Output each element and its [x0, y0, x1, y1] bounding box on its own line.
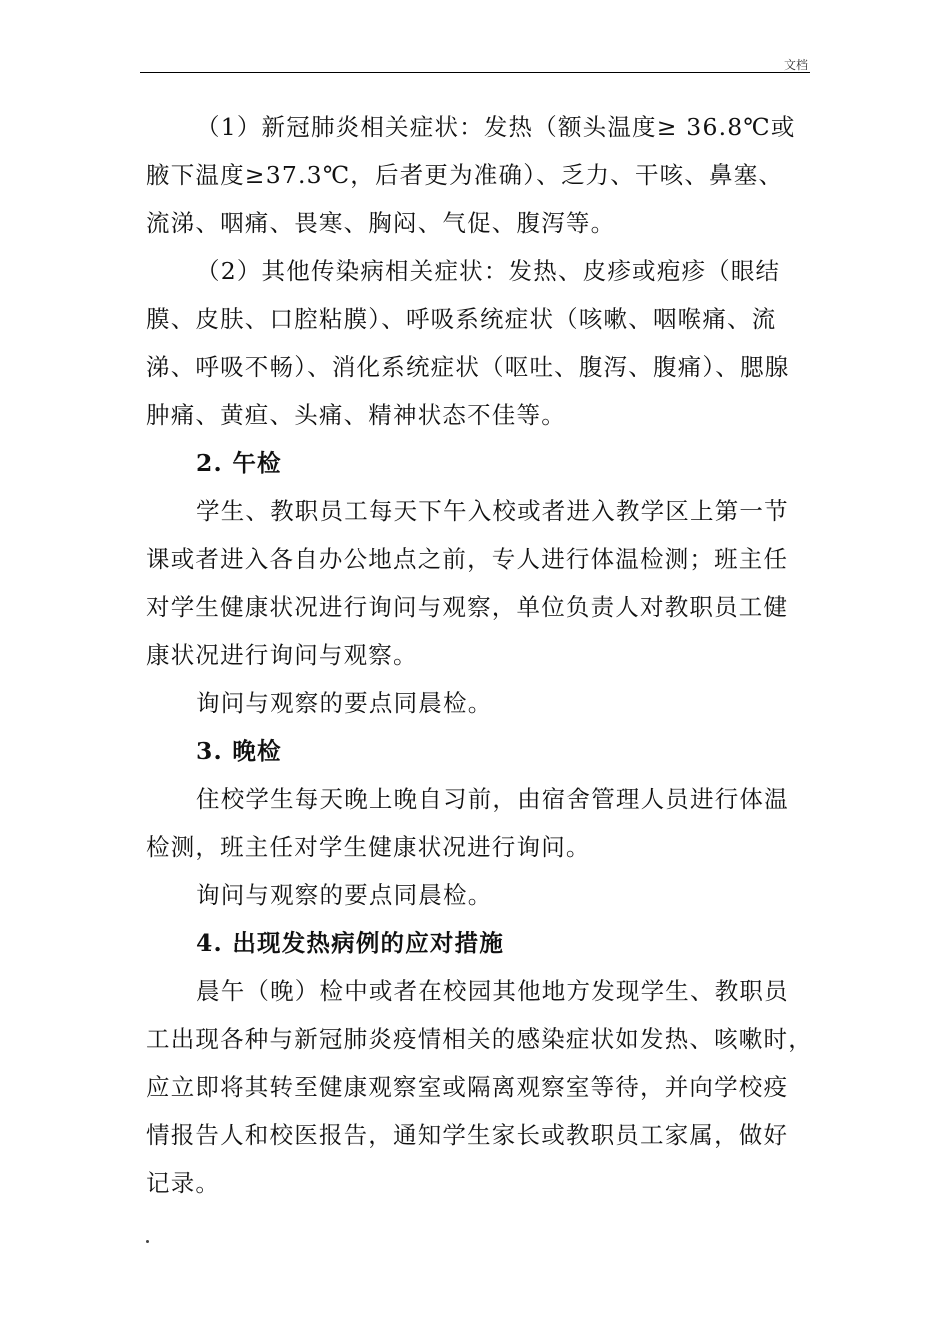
paragraph-line: 课或者进入各自办公地点之前，专人进行体温检测；班主任: [146, 545, 789, 573]
paragraph-line: 肿痛、黄疸、头痛、精神状态不佳等。: [146, 401, 566, 429]
document-body: [146, 103, 813, 1207]
paragraph-line: 检测，班主任对学生健康状况进行询问。: [146, 833, 591, 861]
paragraph-line: （2）其他传染病相关症状：发热、皮疹或疱疹（眼结: [196, 257, 781, 285]
paragraph-line: 学生、教职员工每天下午入校或者进入教学区上第一节: [196, 497, 789, 525]
section-heading: 4. 出现发热病例的应对措施: [196, 929, 505, 957]
paragraph-line: 记录。: [146, 1169, 221, 1197]
footer-mark: [146, 1240, 149, 1243]
paragraph-line: 询问与观察的要点同晨检。: [196, 689, 493, 717]
paragraph-line: 晨午（晚）检中或者在校园其他地方发现学生、教职员: [196, 977, 789, 1005]
paragraph-line: 膜、皮肤、口腔粘膜）、呼吸系统症状（咳嗽、咽喉痛、流: [146, 305, 777, 333]
section-heading: 3. 晚检: [196, 737, 282, 765]
paragraph-line: 询问与观察的要点同晨检。: [196, 881, 493, 909]
paragraph-line: （1）新冠肺炎相关症状：发热（额头温度≥ 36.8℃或: [196, 113, 796, 141]
paragraph-line: 腋下温度≥37.3℃，后者更为准确）、乏力、干咳、鼻塞、: [146, 161, 784, 189]
paragraph-line: 流涕、咽痛、畏寒、胸闷、气促、腹泻等。: [146, 209, 616, 237]
paragraph-line: 工出现各种与新冠肺炎疫情相关的感染症状如发热、咳嗽时，: [146, 1025, 813, 1053]
paragraph-line: 康状况进行询问与观察。: [146, 641, 418, 669]
paragraph-line: 涕、呼吸不畅）、消化系统症状（呕吐、腹泻、腹痛）、腮腺: [146, 353, 790, 381]
paragraph-line: 住校学生每天晚上晚自习前，由宿舍管理人员进行体温: [196, 785, 789, 813]
paragraph-line: 应立即将其转至健康观察室或隔离观察室等待，并向学校疫: [146, 1073, 789, 1101]
paragraph-line: 对学生健康状况进行询问与观察，单位负责人对教职员工健: [146, 593, 789, 621]
section-heading: 2. 午检: [196, 449, 282, 477]
header-divider: [140, 72, 810, 73]
paragraph-line: 情报告人和校医报告，通知学生家长或教职员工家属，做好: [146, 1121, 789, 1149]
header-doc-label: 文档: [783, 58, 808, 72]
